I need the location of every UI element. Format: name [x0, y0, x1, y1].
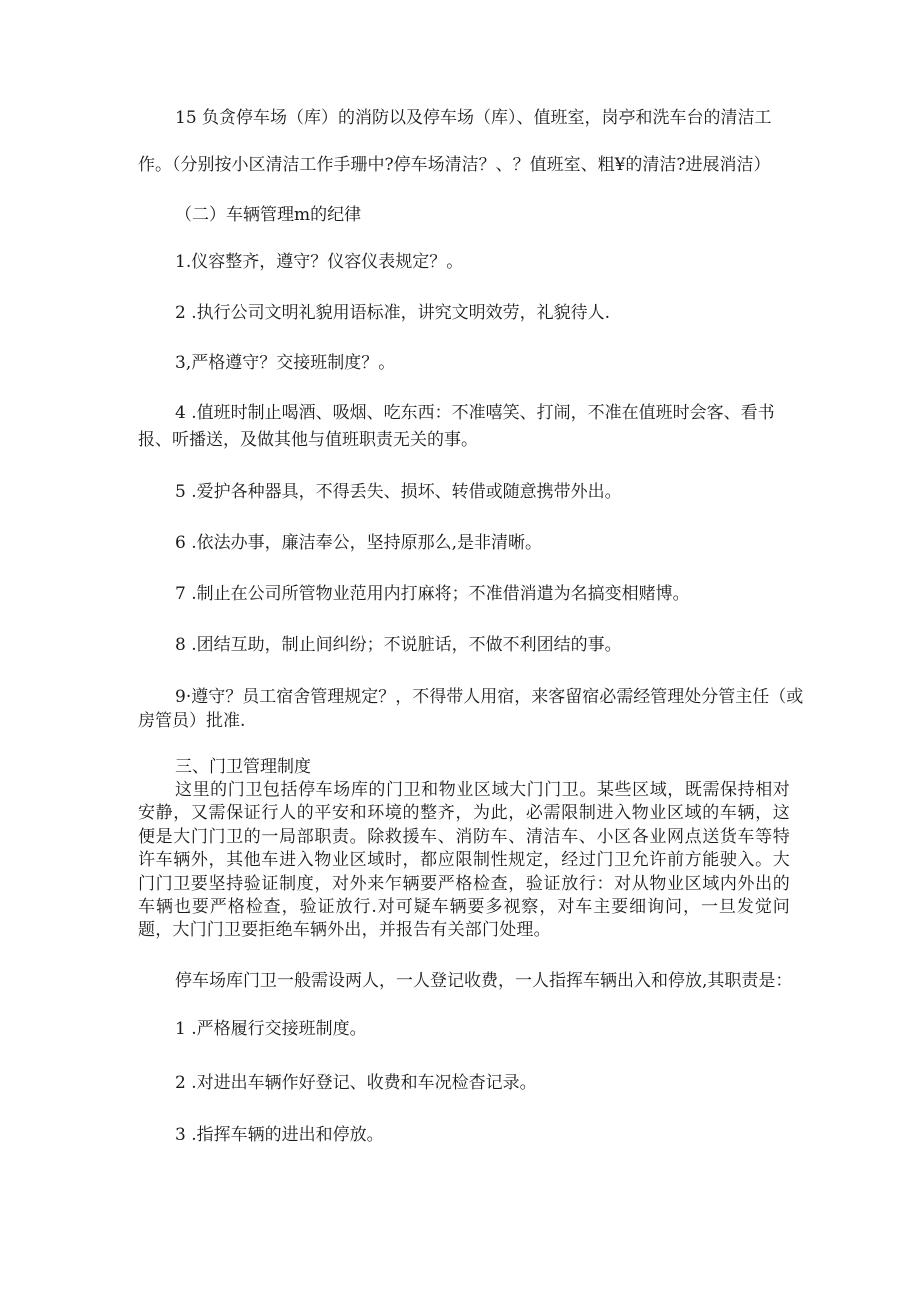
duty-3: 3 .指挥车辆的进出和停放。 — [175, 1125, 384, 1145]
rule-7: 7 .制止在公司所管物业范用内打麻将；不准借消遣为名搞变相赌博。 — [175, 584, 690, 604]
rule-8: 8 .团结互助，制止间纠纷；不说脏话，不做不利团结的事。 — [175, 635, 622, 655]
parking-intro: 停车场库门卫一般需设两人，一人登记收费，一人指挥车辆出入和停放,其职责是： — [175, 971, 793, 991]
rule-9-line-1: 9·遵守？员工宿舍管理规定？，不得带人用宿，来客留宿必需经管理处分管主任（或 — [175, 687, 804, 707]
rule-2: 2 .执行公司文明礼貌用语标准，讲究文明效劳，礼貌待人. — [175, 303, 611, 323]
paragraph-15-line-2: 作。（分别按小区清洁工作手珊中?停车场清洁？、？值班室、粗¥的清洁?进展消洁） — [138, 155, 771, 175]
rule-4-line-2: 报、听播送，及做其他与值班职责无关的事。 — [138, 430, 478, 450]
paragraph-15-line-1: 15 负贪停车场（库）的消防以及停车场（库）、值班室，岗亭和洗车台的清洁工 — [175, 108, 772, 128]
duty-2: 2 .对进出车辆作好登记、收费和车况检杳记录。 — [175, 1073, 537, 1093]
rule-4-line-1: 4 .值班时制止喝酒、吸烟、吃东西：不准嘻笑、打闹，不准在值班时会客、看书 — [175, 403, 775, 423]
rule-3: 3,严格遵守？交接班制度？。 — [175, 353, 396, 373]
duty-1: 1 .严格履行交接班制度。 — [175, 1019, 367, 1039]
section-3-heading: 三、门卫管理制度 — [175, 757, 311, 777]
rule-1: 1.仪容整齐，遵守？仪容仪表规定？。 — [175, 252, 464, 272]
section-3-paragraph: 这里的门卫包括停车场库的门卫和物业区域大门门卫。某些区域，既需保持相对安静，又需保证行人的平安和环境的整齐，为此，必需限制进入物业区域的车辆，这便是大门门卫的一局部职责。除救援车、消防车、清洁车、小区各业网点送货车等特许车辆外，其他车进入物业区域时，都应限制性规定，经过门卫允许前方能驶入。大门门卫要坚持验证制度，对外来乍辆要严格检查，验证放行：对从物业区域内外出的车辆也要严格检查，验证放行.对可疑车辆要多视察，对车主要细询问，一旦发觉问题，大门门卫要拒绝车辆外出，并报告有关部门处理。 — [138, 780, 790, 941]
rule-5: 5 .爱护各种器具，不得丢失、损坏、转借或随意携带外出。 — [175, 482, 622, 502]
rule-6: 6 .依法办事，廉洁奉公，坚持原那么,是非清晰。 — [175, 533, 543, 553]
rule-9-line-2: 房管员）批准. — [138, 711, 246, 731]
section-2-heading: （二）车辆管理m的纪律 — [175, 205, 362, 225]
